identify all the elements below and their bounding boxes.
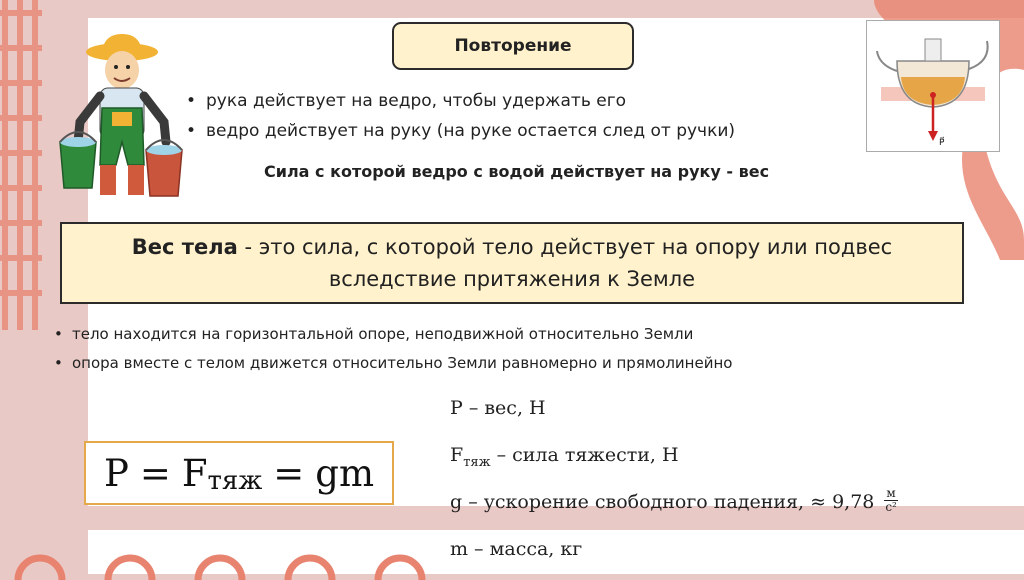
slide-title: Повторение	[454, 36, 572, 56]
weight-vector-label: P⃗	[939, 138, 945, 148]
legend-g-unit	[884, 487, 897, 514]
teapot-icon	[867, 21, 999, 151]
unit-denominator: с²	[885, 499, 897, 514]
checkered-decoration	[0, 0, 42, 330]
definition-line-2: вследствие притяжения к Земле	[328, 267, 696, 291]
title-box	[392, 22, 634, 70]
definition-term: Вес тела	[131, 235, 238, 259]
definition-box	[60, 222, 964, 304]
formula-f: F	[181, 451, 208, 495]
formula-equals: =	[273, 451, 305, 495]
formula-f-subscript: тяж	[207, 466, 263, 496]
formula-gm: gm	[315, 451, 375, 495]
top-bullet-list	[186, 86, 735, 146]
legend-g-text: g – ускорение свободного падения, ≈ 9,78	[450, 491, 875, 513]
formula-legend	[450, 392, 898, 580]
list-item: • ведро действует на руку (на руке остается след от ручки)	[186, 116, 735, 146]
teapot-image	[866, 20, 1000, 152]
weight-statement: Сила с которой ведро с водой действует на руку - вес	[264, 162, 770, 181]
conditions-list	[54, 320, 732, 378]
legend-p: P – вес, Н	[450, 397, 546, 419]
list-item: • рука действует на ведро, чтобы удержать его	[186, 86, 735, 116]
legend-g	[450, 486, 898, 533]
legend-f	[450, 439, 898, 486]
unit-numerator: м	[886, 485, 896, 500]
formula-equals: =	[139, 451, 171, 495]
list-item: • опора вместе с телом движется относительно Земли равномерно и прямолинейно	[54, 349, 732, 378]
definition-line-1	[132, 231, 892, 263]
legend-m: m – масса, кг	[450, 538, 583, 560]
farmer-with-buckets-illustration	[50, 30, 190, 205]
legend-f-text: – сила тяжести, Н	[490, 444, 679, 466]
formula-p: P	[103, 451, 129, 495]
list-item: • тело находится на горизонтальной опоре, неподвижной относительно Земли	[54, 320, 732, 349]
definition-text: - это сила, с которой тело действует на опору или подвес	[237, 235, 893, 259]
legend-f-subscript: тяж	[463, 455, 491, 470]
legend-f-symbol: F	[450, 444, 464, 466]
weight-formula	[84, 441, 394, 505]
